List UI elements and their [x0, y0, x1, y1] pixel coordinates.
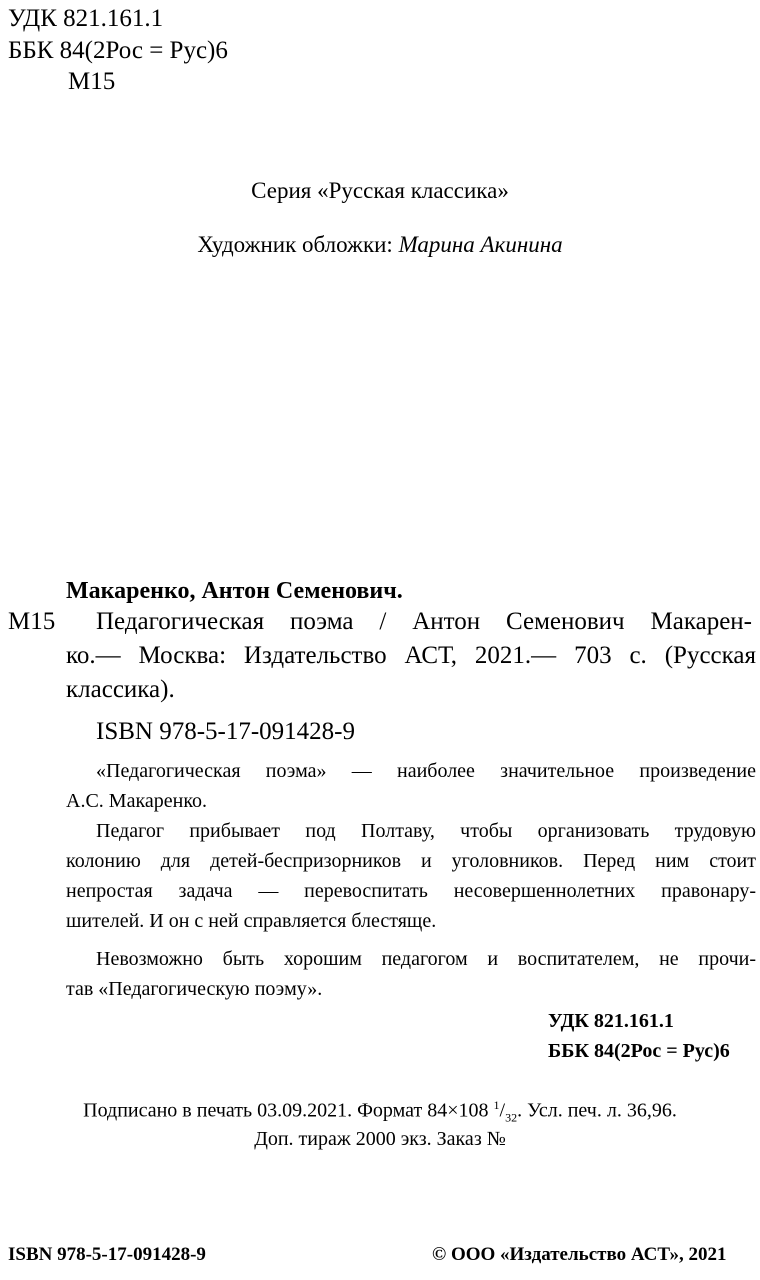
annotation-p3-line2: тав «Педагогическую поэму». — [66, 978, 323, 1000]
bibliographic-line-2: ко.— Москва: Издательство АСТ, 2021.— 703 с. (Русская — [66, 642, 756, 669]
format-fraction-numerator: 1 — [493, 1098, 500, 1112]
isbn-line: ISBN 978-5-17-091428-9 — [96, 718, 356, 745]
annotation-p1-line2: А.С. Макаренко. — [66, 790, 208, 812]
bbk-code-top: ББК 84(2Рос = Рус)6 — [8, 37, 228, 64]
bbk-code-bottom: ББК 84(2Рос = Рус)6 — [548, 1040, 730, 1062]
author-heading: Макаренко, Антон Семенович. — [66, 578, 403, 604]
author-mark-top: М15 — [68, 68, 116, 95]
footer-isbn: ISBN 978-5-17-091428-9 — [8, 1244, 206, 1265]
annotation-p2-line2: колонию для детей-беспризорников и уголовников. Перед ним стоит — [66, 850, 756, 872]
bibliographic-line-3: классика). — [66, 676, 175, 703]
format-fraction-denominator: 32 — [505, 1110, 518, 1125]
cover-artist-line — [0, 232, 760, 258]
imprint-line-2: Доп. тираж 2000 экз. Заказ № — [254, 1128, 506, 1150]
imprint-line-1: Подписано в печать 03.09.2021. Формат 84×108 $^1/_{32}$. Усл. печ. л. 36,96. — [83, 1098, 677, 1125]
cover-artist-name: Марина Акинина — [398, 232, 563, 257]
annotation-p3-line1: Невозможно быть хорошим педагогом и воспитателем, не прочи- — [96, 948, 756, 970]
udk-code-bottom: УДК 821.161.1 — [548, 1010, 674, 1032]
series-line: Серия «Русская классика» — [251, 178, 509, 203]
annotation-p2-line1: Педагог прибывает под Полтаву, чтобы организовать трудовую — [96, 820, 756, 842]
imprint-prefix: Подписано в печать 03.09.2021. Формат 84×108 — [83, 1099, 494, 1122]
author-mark: М15 — [8, 608, 56, 635]
footer-copyright: © ООО «Издательство АСТ», 2021 — [432, 1244, 727, 1265]
annotation-p1-line1: «Педагогическая поэма» — наиболее значительное произведение — [96, 760, 756, 782]
udk-code-top: УДК 821.161.1 — [8, 5, 164, 32]
cover-artist-label: Художник обложки: — [197, 232, 393, 257]
annotation-p2-line4: шителей. И он с ней справляется блестяще. — [66, 910, 437, 932]
annotation-p2-line3: непростая задача — перевоспитать несовершеннолетних правонару- — [66, 880, 756, 902]
bibliographic-line-1: Педагогическая поэма / Антон Семенович Макарен- — [96, 608, 752, 635]
imprint-suffix: . Усл. печ. л. 36,96. — [517, 1099, 677, 1122]
